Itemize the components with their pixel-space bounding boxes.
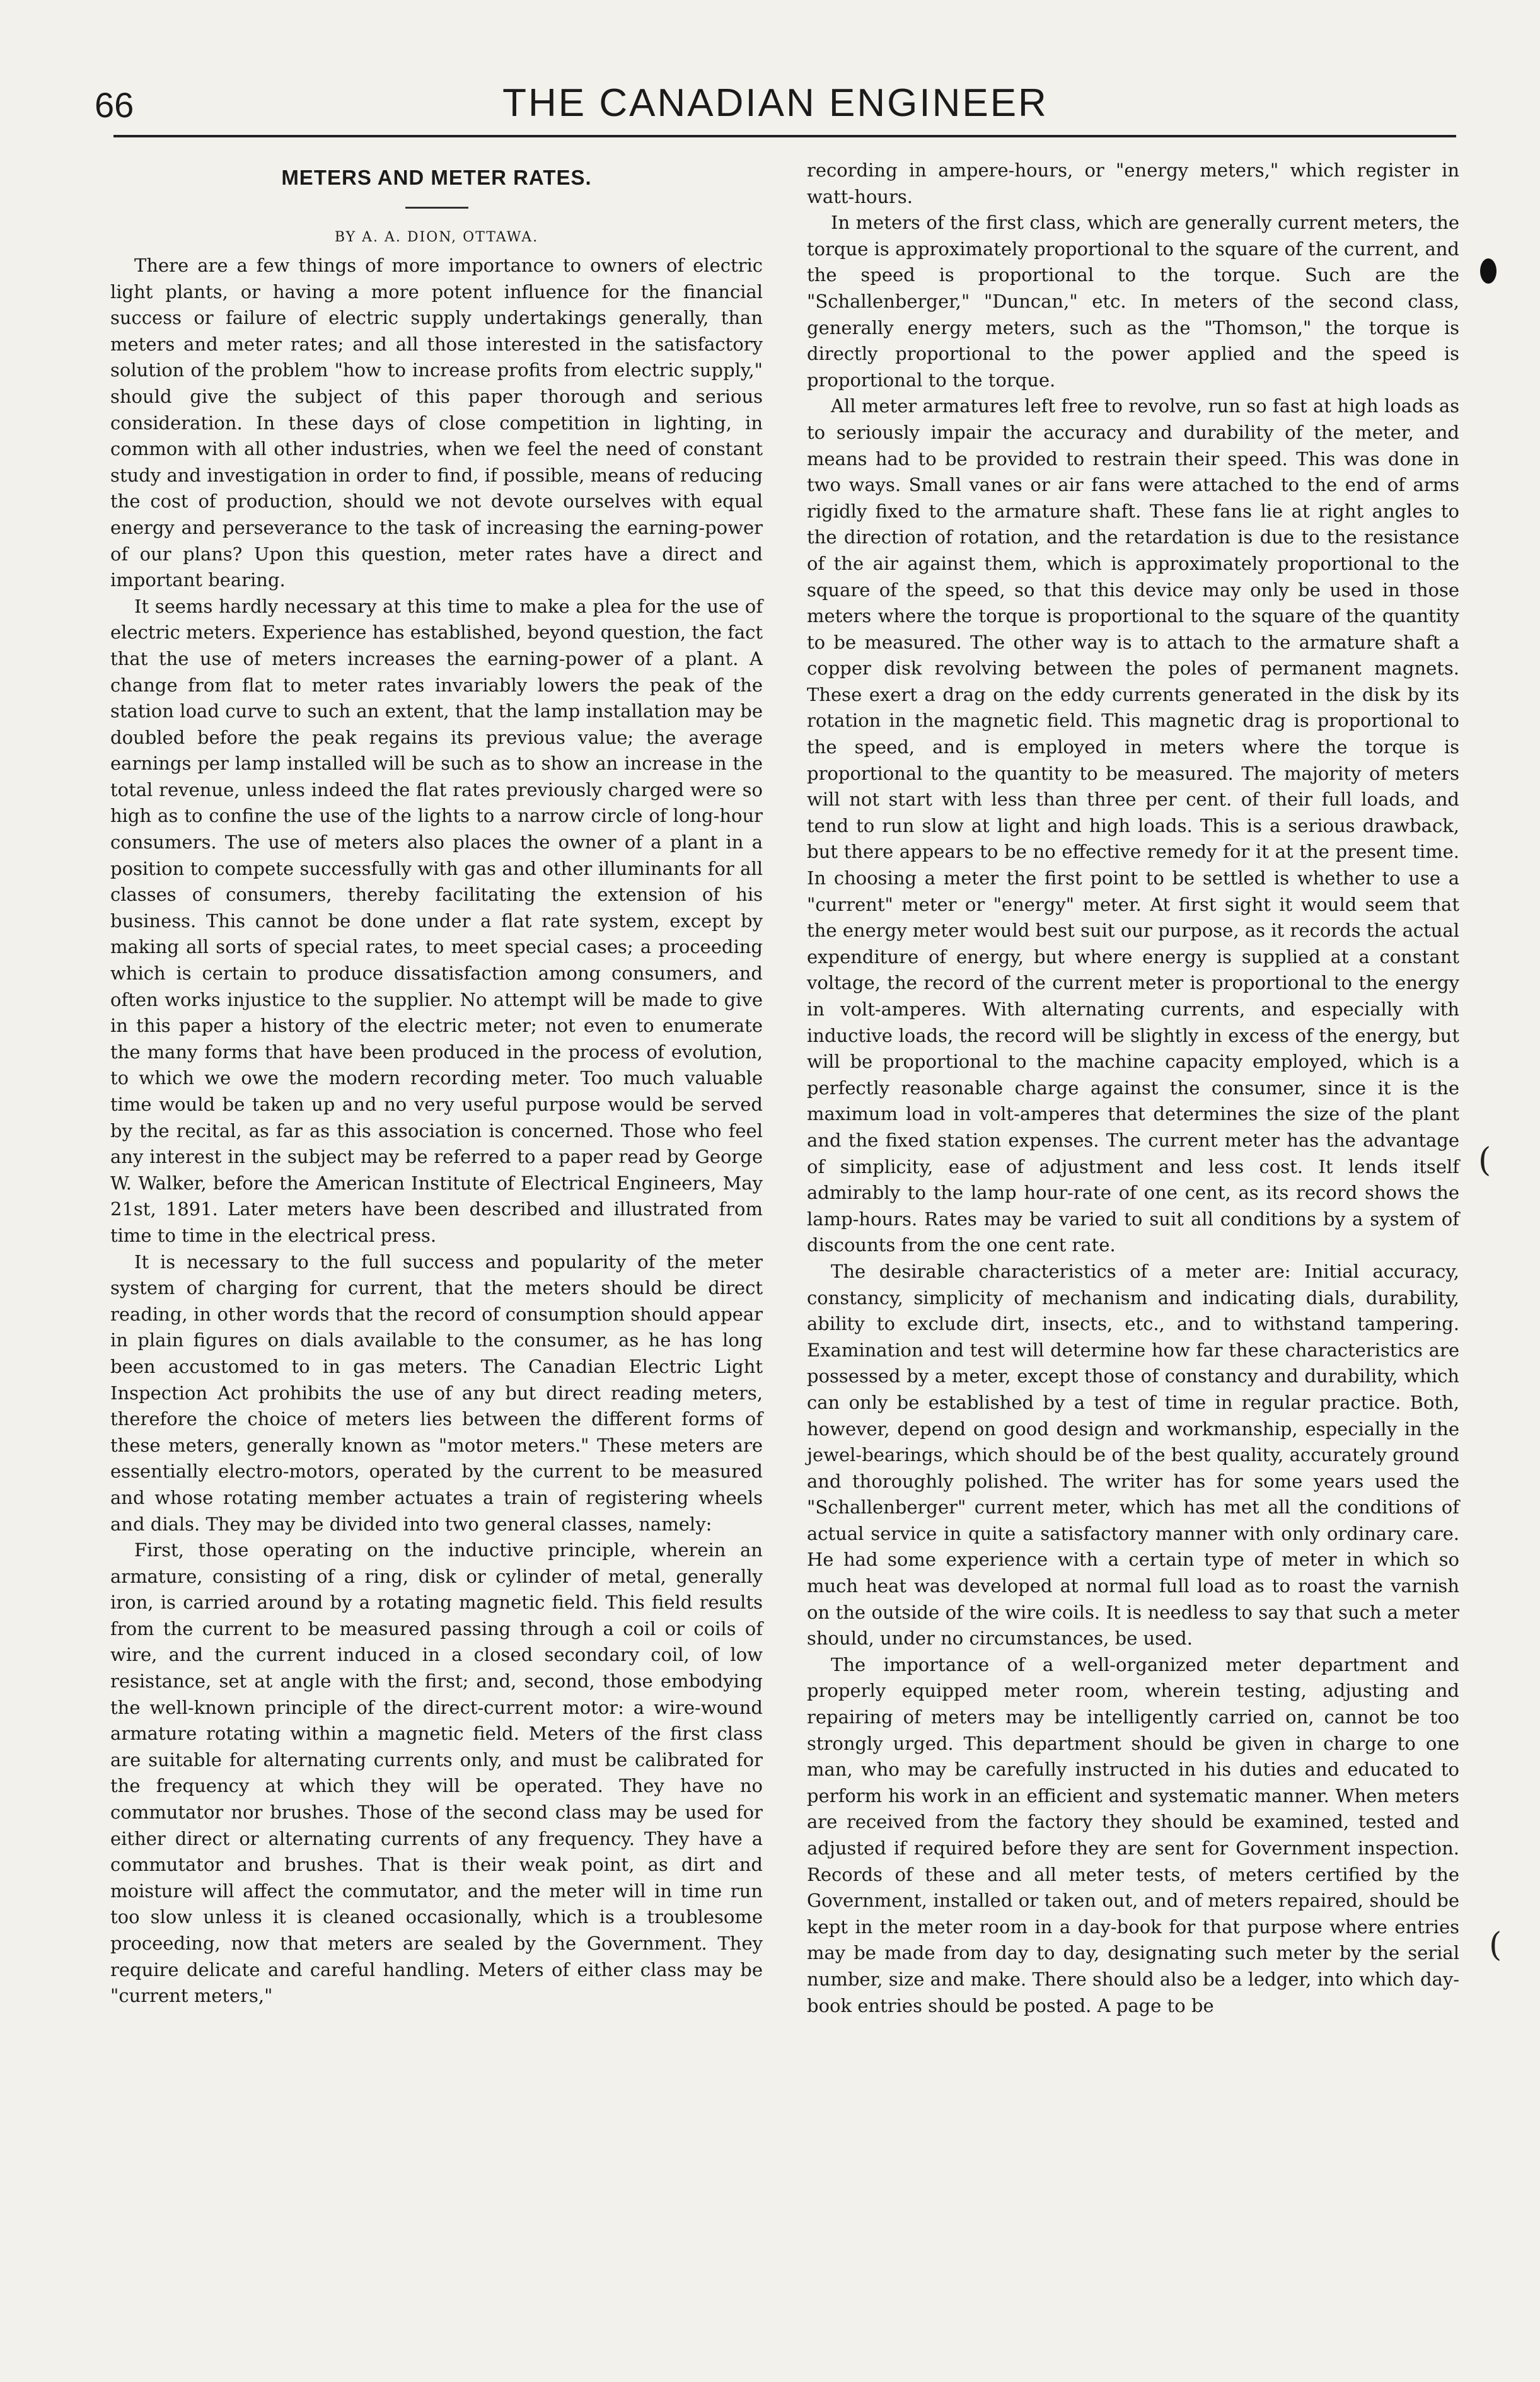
margin-ink-blot xyxy=(1480,258,1497,284)
paragraph: The importance of a well-organized meter department and properly equipped meter room, wherein testing, adjusting and repairing of meters may be intelligently carried on, cannot be too strongly urged. This department should be given in charge to one man, who may be carefully instructed in his duties and educated to perform his work in an efficient and systematic manner. When meters are received from the factory they should be examined, tested and adjusted if required before they are sent for Government inspection. Records of these and all meter tests, of meters certified by the Government, installed or taken out, and of meters repaired, should be kept in the meter room in a day-book for that purpose where entries may be made from day to day, designating such meter by the serial number, size and make. There should also be a ledger, into which day-book entries should be posted. A page to be xyxy=(807,1653,1459,2016)
article-title: METERS AND METER RATES. xyxy=(281,166,592,189)
paragraph: The desirable characteristics of a meter are: Initial accuracy, constancy, simplicity of mechanism and indicating dials, durability, ability to exclude dirt, insects, etc., and to withstand tampering. Examination and test will determine how far these characteristics are possessed by a meter, except those of constancy and durability, which can only be established by a test of time in regular practice. Both, however, depend on good design and workmanship, especially in the jewel-bearings, which should be of the best quality, accurately ground and thoroughly polished. The writer has for some years used the "Schallenberger" current meter, which has met all the conditions of actual service in quite a satisfactory manner with only ordinary care. He had some experience with a certain type of meter in which so much heat was developed at normal full load as to roast the varnish on the outside of the wire coils. It is needless to say that such a meter should, under no circumstances, be used. xyxy=(807,1260,1459,1650)
running-head xyxy=(95,76,1456,132)
paragraph: It seems hardly necessary at this time to make a plea for the use of electric meters. Experience has established, beyond question, the fact that the use of meters increases the earning-power of a plant. A change from flat to meter rates invariably lowers the peak of the station load curve to such an extent, that the lamp installation may be doubled before the peak regains its previous value; the average earnings per lamp installed will be such as to show an increase in the total revenue, unless indeed the flat rates previously charged were so high as to confine the use of the lights to a narrow circle of long-hour consumers. The use of meters also places the owner of a plant in a position to compete successfully with gas and other illuminants for all classes of consumers, thereby facilitating the extension of his business. This cannot be done under a flat rate system, except by making all sorts of special rates, to meet special cases; a proceeding which is certain to produce dissatisfaction among consumers, and often works injustice to the supplier. No attempt will be made to give in this paper a history of the electric meter; not even to enumerate the many forms that have been produced in the process of evolution, to which we owe the modern recording meter. Too much valuable time would be taken up and no very useful purpose would be served by the recital, as far as this association is concerned. Those who feel any interest in the subject may be referred to a paper read by George W. Walker, before the American Institute of Electrical Engineers, May 21st, 1891. Later meters have been described and illustrated from time to time in the electrical press. xyxy=(110,595,763,1246)
title-rule xyxy=(405,207,468,209)
journal-title: THE CANADIAN ENGINEER xyxy=(502,81,1048,125)
paragraph: First, those operating on the inductive principle, wherein an armature, consisting of a ring, disk or cylinder of metal, generally iron, is carried around by a rotating magnetic field. This field results from the current to be measured passing through a coil or coils of wire, and the current induced in a closed secondary coil, of low resistance, set at angle with the first; and, second, those embodying the well-known principle of the direct-current motor: a wire-wound armature rotating within a magnetic field. Meters of the first class are suitable for alternating currents only, and must be calibrated for the frequency at which they will be operated. They have no commutator nor brushes. Those of the second class may be used for either direct or alternating currents of any frequency. They have a commutator and brushes. That is their weak point, as dirt and moisture will affect the commutator, and the meter will in time run too slow unless it is cleaned occasionally, which is a troublesome proceeding, now that meters are sealed by the Government. They require delicate and careful handling. Meters of either class may be "current meters," xyxy=(110,1539,763,2007)
paragraph: In meters of the first class, which are generally current meters, the torque is approximately proportional to the square of the current, and the speed is proportional to the torque. Such are the "Schallenberger," "Duncan," etc. In meters of the second class, generally energy meters, such as the "Thomson," the torque is directly proportional to the power applied and the speed is proportional to the torque. xyxy=(807,212,1459,391)
paragraph: recording in ampere-hours, or "energy meters," which register in watt-hours. xyxy=(807,159,1459,207)
margin-bracket-mark: ( xyxy=(1489,1926,1502,1964)
paragraph: It is necessary to the full success and popularity of the meter system of charging for current, that the meters should be direct reading, in other words that the record of consumption should appear in plain figures on dials available to the consumer, as he has long been accustomed to in gas meters. The Canadian Electric Light Inspection Act prohibits the use of any but direct reading meters, therefore the choice of meters lies between the different forms of these meters, generally known as "motor meters." These meters are essentially electro-motors, operated by the current to be measured and whose rotating member actuates a train of registering wheels and dials. They may be divided into two general classes, namely: xyxy=(110,1251,763,1535)
paragraph: All meter armatures left free to revolve, run so fast at high loads as to seriously impair the accuracy and durability of the meter, and means had to be provided to restrain their speed. This was done in two ways. Small vanes or air fans were attached to the end of arms rigidly fixed to the armature shaft. These fans lie at right angles to the direction of rotation, and the retardation is due to the resistance of the air against them, which is approximately proportional to the square of the speed, so that this device may only be used in those meters where the torque is proportional to the square of the quantity to be measured. The other way is to attach to the armature shaft a copper disk revolving between the poles of permanent magnets. These exert a drag on the eddy currents generated in the disk by its rotation in the magnetic field. This magnetic drag is proportional to the speed, and is employed in meters where the torque is proportional to the quantity to be measured. The majority of meters will not start with less than three per cent. of their full loads, and tend to run slow at light and high loads. This is a serious drawback, but there appears to be no effective remedy for it at the present time. In choosing a meter the first point to be settled is whether to use a "current" meter or "energy" meter. At first sight it would seem that the energy meter would best suit our purpose, as it records the actual expenditure of energy, but where energy is supplied at a constant voltage, the record of the current meter is proportional to the energy in volt-amperes. With alternating currents, and especially with inductive loads, the record will be slightly in excess of the energy, but will be proportional to the machine capacity employed, which is a perfectly reasonable charge against the consumer, since it is the maximum load in volt-amperes that determines the size of the plant and the fixed station expenses. The current meter has the advantage of simplicity, ease of adjustment and less cost. It lends itself admirably to the lamp hour-rate of one cent, as its record shows the lamp-hours. Rates may be varied to suit all conditions by a system of discounts from the one cent rate. xyxy=(807,395,1459,1256)
right-column xyxy=(807,158,1459,2019)
header-rule xyxy=(113,135,1456,137)
page-number: 66 xyxy=(95,85,134,125)
paragraph: There are a few things of more importance to owners of electric light plants, or having a more potent influence for the financial success or failure of electric supply undertakings generally, than meters and meter rates; and all those interested in the satisfactory solution of the problem "how to increase profits from electric supply," should give the subject of this paper thorough and serious consideration. In these days of close competition in lighting, in common with all other industries, when we feel the need of constant study and investigation in order to find, if possible, means of reducing the cost of production, should we not devote ourselves with equal energy and perseverance to the task of increasing the earning-power of our plans? Upon this question, meter rates have a direct and important bearing. xyxy=(110,255,763,591)
byline: BY A. A. DION, OTTAWA. xyxy=(334,229,539,245)
margin-bracket-mark: ( xyxy=(1478,1142,1491,1179)
left-column xyxy=(110,158,763,2009)
